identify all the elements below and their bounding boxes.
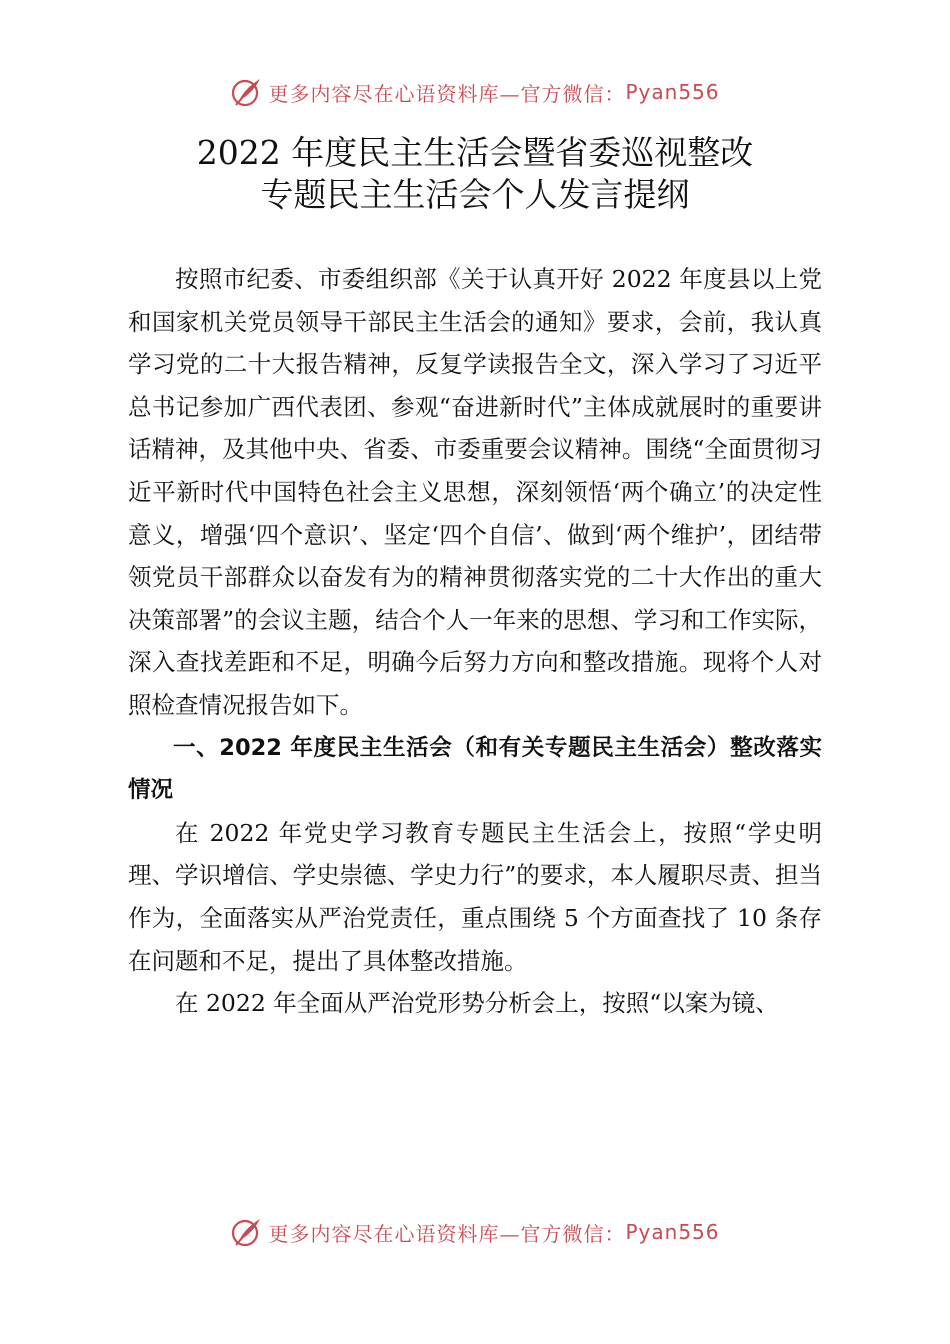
body-paragraph: 在 2022 年全面从严治党形势分析会上，按照“以案为镜、 <box>175 989 779 1018</box>
quill-logo-icon <box>230 1215 264 1249</box>
footer-watermark <box>0 1212 950 1252</box>
document-title <box>0 132 950 216</box>
header-watermark <box>0 72 950 112</box>
watermark-text: 更多内容尽在心语资料库—官方微信： <box>268 1221 626 1246</box>
title-line-1: 2022 年度民主生活会暨省委巡视整改 <box>196 133 754 172</box>
body-paragraph: 在 2022 年党史学习教育专题民主生活会上，按照“学史明理、学识增信、学史崇德、学史力行”的要求，本人履职尽责、担当作为，全面落实从严治党责任，重点围绕 5 个方面查找了 10 条存在问题和不足，提出了具体整改措施。 <box>128 818 822 975</box>
quill-logo-icon <box>230 75 264 109</box>
watermark-id: Pyan556 <box>625 80 720 104</box>
title-line-2: 专题民主生活会个人发言提纲 <box>260 175 690 214</box>
watermark-text: 更多内容尽在心语资料库—官方微信： <box>268 81 626 106</box>
body-paragraph: 按照市纪委、市委组织部《关于认真开好 2022 年度县以上党和国家机关党员领导干部民主生活会的通知》要求，会前，我认真学习党的二十大报告精神，反复学读报告全文，深入学习了习近平总书记参加广西代表团、参观“奋进新时代”主体成就展时的重要讲话精神，及其他中央、省委、市委重要会议精神。围绕“全面贯彻习近平新时代中国特色社会主义思想，深刻领悟‘两个确立’的决定性意义，增强‘四个意识’、坚定‘四个自信’、做到‘两个维护’，团结带领党员干部群众以奋发有为的精神贯彻落实党的二十大作出的重大决策部署”的会议主题，结合个人一年来的思想、学习和工作实际，深入查找差距和不足，明确今后努力方向和整改措施。现将个人对照检查情况报告如下。 <box>128 265 822 719</box>
watermark-id: Pyan556 <box>625 1220 720 1244</box>
document-body <box>128 258 822 1025</box>
section-heading: 一、2022 年度民主生活会（和有关专题民主生活会）整改落实情况 <box>128 734 822 804</box>
